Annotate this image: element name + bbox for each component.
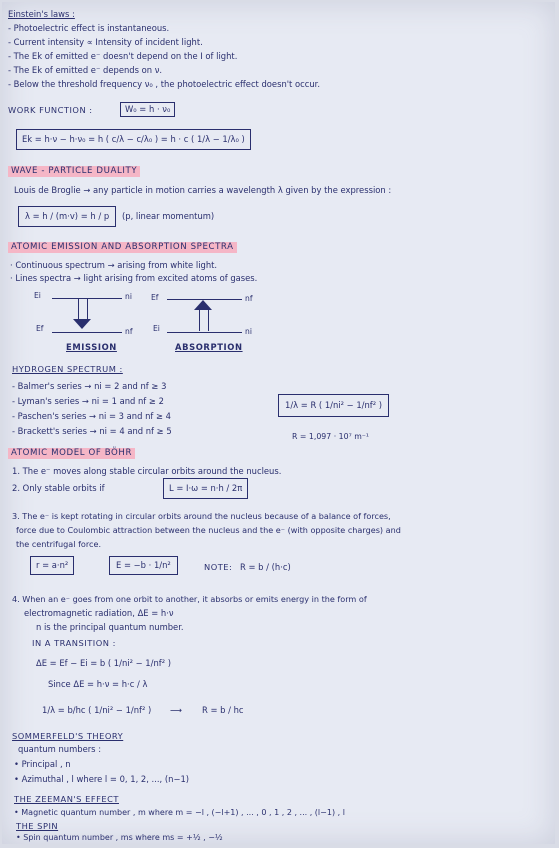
emission-lower-level <box>52 332 122 333</box>
absorption-ef-label: Ef <box>151 293 159 302</box>
kinetic-energy-formula: Ek = h·ν − h·ν₀ = h ( c/λ − c/λ₀ ) = h · c ( 1/λ − 1/λ₀ ) <box>16 129 251 150</box>
einstein-law: - The Ek of emitted e⁻ doesn't depend on the I of light. <box>8 51 238 61</box>
momentum-note: (p, linear momentum) <box>122 211 215 221</box>
bohr-point: 2. Only stable orbits if <box>12 483 105 493</box>
absorption-caption: ABSORPTION <box>175 342 243 352</box>
einstein-title: Einstein's laws : <box>8 9 75 19</box>
bohr-point: force due to Coulombic attraction between the nucleus and the e⁻ (with opposite charges) and <box>16 525 401 535</box>
quantum-number-item: • Principal , n <box>14 759 71 769</box>
hydrogen-series: - Brackett's series → ni = 4 and nf ≥ 5 <box>12 426 172 436</box>
transition-energy: ΔE = Ef − Ei = b ( 1/ni² − 1/nf² ) <box>36 658 171 668</box>
spectrum-item: · Continuous spectrum → arising from white light. <box>10 260 218 270</box>
note-label: NOTE: <box>204 562 233 572</box>
de-broglie-formula: λ = h / (m·v) = h / p <box>18 206 116 227</box>
bohr-point-4: 4. When an e⁻ goes from one orbit to another, it absorbs or emits energy in the form of <box>12 594 367 604</box>
emission-arrow-shaft <box>78 299 88 319</box>
emission-caption: EMISSION <box>66 342 117 352</box>
emission-ni-label: ni <box>125 292 132 301</box>
einstein-law: - Below the threshold frequency ν₀ , the photoelectric effect doesn't occur. <box>8 79 320 89</box>
work-function-label: WORK FUNCTION : <box>8 105 93 115</box>
bohr-point: the centrifugal force. <box>16 539 102 549</box>
rydberg-constant: R = 1,097 · 10⁷ m⁻¹ <box>292 432 370 441</box>
einstein-law: - The Ek of emitted e⁻ depends on ν. <box>8 65 163 75</box>
absorption-lower-level <box>167 332 242 333</box>
de-broglie-text: Louis de Broglie → any particle in motion carries a wavelength λ given by the expression : <box>14 185 392 195</box>
hydrogen-series: - Lyman's series → ni = 1 and nf ≥ 2 <box>12 396 164 406</box>
transition-result: R = b / hc <box>202 705 244 715</box>
wave-particle-heading: WAVE - PARTICLE DUALITY <box>8 166 140 177</box>
einstein-law: - Photoelectric effect is instantaneous. <box>8 23 170 33</box>
spin-heading: THE SPIN <box>16 821 59 831</box>
emission-nf-label: nf <box>125 327 133 336</box>
work-function-formula: W₀ = h · ν₀ <box>120 102 175 117</box>
zeeman-heading: THE ZEEMAN'S EFFECT <box>14 794 119 804</box>
bohr-point: 3. The e⁻ is kept rotating in circular orbits around the nucleus because of a balance of forces, <box>12 511 391 521</box>
angular-momentum-formula: L = I·ω = n·h / 2π <box>163 478 248 499</box>
absorption-arrow-up-icon <box>194 300 212 310</box>
einstein-law: - Current intensity ∝ Intensity of incident light. <box>8 37 203 47</box>
hydrogen-series: - Paschen's series → ni = 3 and nf ≥ 4 <box>12 411 172 421</box>
absorption-ni-label: ni <box>245 327 252 336</box>
bohr-point-4: n is the principal quantum number. <box>36 622 184 632</box>
rydberg-formula: 1/λ = R ( 1/ni² − 1/nf² ) <box>278 394 389 417</box>
bohr-point: 1. The e⁻ moves along stable circular orbits around the nucleus. <box>12 466 282 476</box>
absorption-nf-label: nf <box>245 294 253 303</box>
magnetic-quantum-item: • Magnetic quantum number , m where m = −l , (−l+1) , ... , 0 , 1 , 2 , ... , (l−1) , l <box>14 808 345 817</box>
hydrogen-heading: HYDROGEN SPECTRUM : <box>12 364 123 374</box>
emission-ef-label: Ef <box>36 324 44 333</box>
absorption-ei-label: Ei <box>153 324 160 333</box>
note-formula: R = b / (h·c) <box>240 562 291 572</box>
bohr-point-4: electromagnetic radiation, ΔE = h·ν <box>24 608 174 618</box>
hydrogen-series: - Balmer's series → ni = 2 and nf ≥ 3 <box>12 381 167 391</box>
emission-ei-label: Ei <box>34 291 41 300</box>
quantum-number-item: • Azimuthal , l where l = 0, 1, 2, ..., (n−1) <box>14 774 190 784</box>
orbit-energy-formula: E = −b · 1/n² <box>109 556 178 575</box>
spectrum-item: · Lines spectra → light arising from excited atoms of gases. <box>10 273 258 283</box>
transition-since: Since ΔE = h·ν = h·c / λ <box>48 679 148 689</box>
sommerfeld-sub: quantum numbers : <box>18 744 102 754</box>
transition-wavelength: 1/λ = b/hc ( 1/ni² − 1/nf² ) <box>42 705 152 715</box>
result-arrow-icon: ⟶ <box>170 705 183 715</box>
absorption-arrow-shaft <box>199 310 209 331</box>
notes-page <box>2 2 555 844</box>
emission-arrow-down-icon <box>73 319 91 329</box>
orbit-radius-formula: r = a·n² <box>30 556 74 575</box>
spectra-heading: ATOMIC EMISSION AND ABSORPTION SPECTRA <box>8 242 237 253</box>
sommerfeld-heading: SOMMERFELD'S THEORY <box>12 731 124 741</box>
bohr-heading: ATOMIC MODEL OF BÖHR <box>8 448 135 459</box>
transition-label: IN A TRANSITION : <box>32 638 116 648</box>
spin-quantum-item: • Spin quantum number , ms where ms = +½ , −½ <box>16 833 223 842</box>
